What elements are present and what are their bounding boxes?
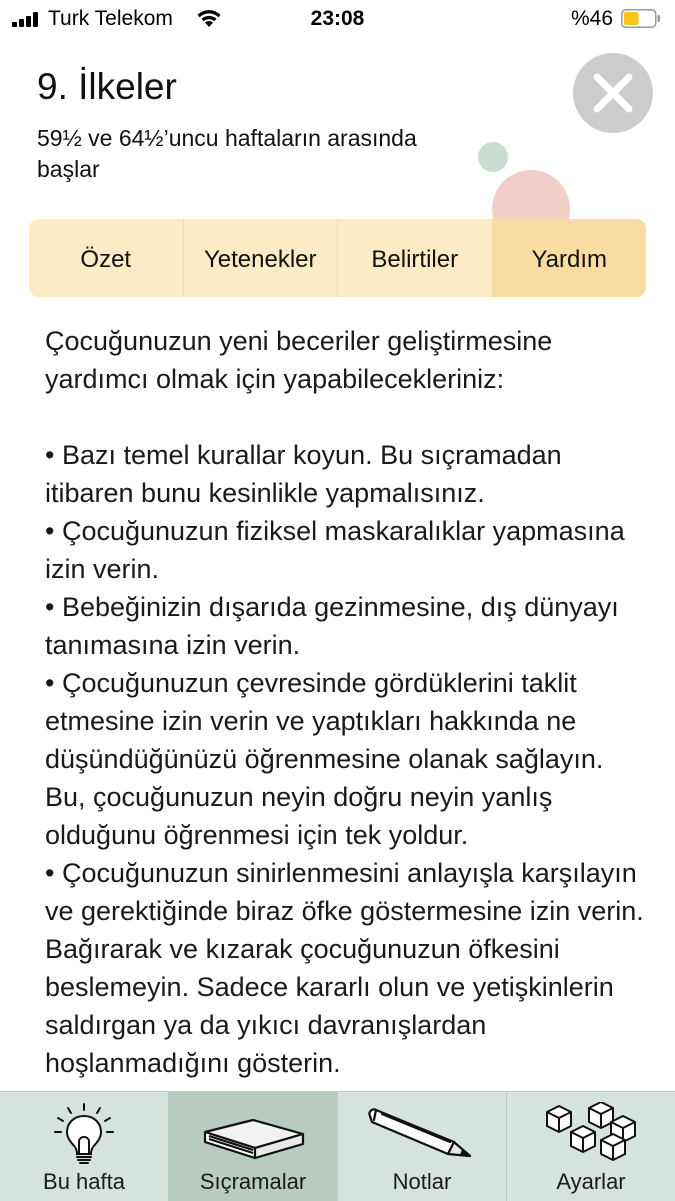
help-intro: Çocuğunuzun yeni beceriler geliştirmesine yardımcı olmak için yapabilecekleriniz: [45,326,553,394]
blocks-icon [541,1102,641,1166]
tab-yardim[interactable]: Yardım [493,219,647,297]
nav-item-ayarlar[interactable] [507,1092,675,1201]
help-bullet-list [45,436,645,1082]
nav-label-ayarlar: Ayarlar [556,1169,626,1194]
nav-label-bu-hafta: Bu hafta [43,1169,125,1194]
help-content[interactable] [45,322,645,1092]
lightbulb-icon [49,1102,119,1166]
nav-item-sicramalar[interactable] [169,1092,338,1201]
bottom-nav [0,1091,675,1201]
help-bullet: • Çocuğunuzun çevresinde gördüklerini taklit etmesine izin verin ve yaptıkları hakkında ne düşündüğünüzü öğrenmesine olanak sağlayın. Bu, çocuğunuzun neyin doğru neyin yanlış olduğunu öğrenmesi için tek yoldur. [45,668,604,850]
battery-icon [621,9,661,28]
page-title: 9. İlkeler [37,66,177,107]
close-icon [573,53,653,133]
clock: 23:08 [310,7,365,30]
pencil-icon [362,1102,482,1166]
status-bar [0,0,675,38]
tab-ozet[interactable]: Özet [29,219,184,297]
help-bullet: • Çocuğunuzun sinirlenmesini anlayışla karşılayın ve gerektiğinde biraz öfke göstermesine izin verin. Bağırarak ve kızarak çocuğunuzun öfkesini beslemeyin. Sadece kararlı olun ve yetişkinlerin saldırgan ya da yıkıcı davranışlardan hoşlanmadığını gösterin. [45,858,644,1078]
nav-item-bu-hafta[interactable] [0,1092,169,1201]
nav-label-notlar: Notlar [392,1169,452,1194]
help-bullet: • Bebeğinizin dışarıda gezinmesine, dış dünyayı tanımasına izin verin. [45,592,619,660]
book-icon [195,1102,311,1166]
nav-item-notlar[interactable] [338,1092,507,1201]
tab-belirtiler[interactable]: Belirtiler [338,219,493,297]
battery-percentage: %46 [570,7,613,30]
section-tabs [29,219,646,297]
help-bullet: • Çocuğunuzun fiziksel maskaralıklar yapmasına izin verin. [45,516,625,584]
tab-yetenekler[interactable]: Yetenekler [184,219,339,297]
decorative-circle-small [478,142,508,172]
page-subtitle: 59½ ve 64½’uncu haftaların arasında başlar [37,125,417,182]
nav-label-sicramalar: Sıçramalar [199,1169,307,1194]
help-bullet: • Bazı temel kurallar koyun. Bu sıçramadan itibaren bunu kesinlikle yapmalısınız. [45,440,562,508]
close-button[interactable] [573,53,653,133]
carrier-name: Turk Telekom [48,7,173,30]
